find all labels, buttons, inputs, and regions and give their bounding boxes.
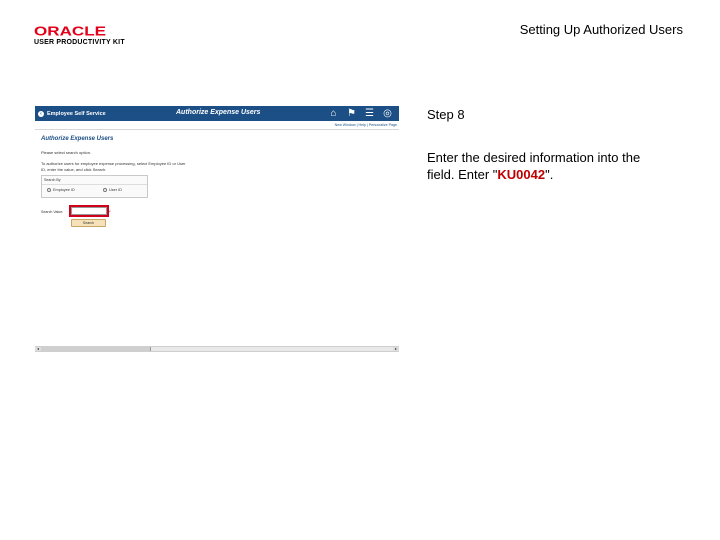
search-by-group — [41, 175, 148, 198]
menu-icon[interactable]: ☰ — [365, 108, 374, 119]
step-text-before: Enter the desired information into the field. Enter " — [427, 150, 641, 182]
field-highlight-box — [69, 205, 109, 217]
horizontal-scrollbar[interactable] — [35, 346, 399, 352]
group-divider — [42, 184, 147, 185]
step-text-after: ". — [545, 167, 554, 182]
search-value-label: Search Value: — [41, 210, 64, 214]
header-divider — [35, 129, 399, 130]
logo-product-name: USER PRODUCTIVITY KIT — [34, 39, 125, 46]
oracle-wordmark — [34, 24, 108, 38]
lookup-icon[interactable]: ᵠ — [109, 209, 111, 214]
page-links[interactable]: New Window | Help | Personalize Page — [334, 123, 397, 127]
oracle-upk-logo — [34, 24, 126, 46]
step-number: Step 8 — [427, 107, 465, 122]
search-by-title: Search By — [44, 178, 61, 182]
instruction-detail-text: To authorize users for employee expense processing, select Employee ID or User ID, enter the value, and click Search. — [41, 161, 186, 172]
svg-text:ORACLE: ORACLE — [34, 24, 107, 38]
radio-employee-id[interactable] — [47, 188, 75, 192]
back-link-label: Employee Self Service — [47, 110, 106, 117]
scroll-right-arrow-icon[interactable]: ▸ — [394, 346, 397, 351]
step-instruction — [427, 149, 667, 183]
application-screenshot — [35, 106, 399, 354]
header-icon-group — [328, 108, 393, 119]
search-button[interactable]: Search — [71, 219, 106, 227]
content-heading: Authorize Expense Users — [41, 136, 114, 142]
step-entry-value: KU0042 — [497, 167, 546, 182]
document-title: Setting Up Authorized Users — [519, 22, 683, 37]
app-page-title: Authorize Expense Users — [176, 109, 261, 116]
compass-icon[interactable]: ◎ — [383, 108, 392, 119]
radio-button-icon[interactable] — [47, 188, 51, 192]
radio-label: Employee ID — [53, 188, 75, 192]
radio-user-id[interactable] — [103, 188, 122, 192]
radio-button-icon[interactable] — [103, 188, 107, 192]
instruction-text: Please select search option. — [41, 150, 92, 155]
home-icon[interactable]: ⌂ — [330, 108, 337, 119]
app-header-bar — [35, 106, 399, 121]
flag-icon[interactable]: ⚑ — [347, 108, 356, 119]
scrollbar-thumb[interactable] — [41, 347, 151, 351]
radio-label: User ID — [109, 188, 122, 192]
back-link[interactable] — [38, 109, 106, 118]
scroll-left-arrow-icon[interactable]: ◂ — [36, 346, 39, 351]
chevron-left-icon: ‹ — [38, 111, 44, 117]
